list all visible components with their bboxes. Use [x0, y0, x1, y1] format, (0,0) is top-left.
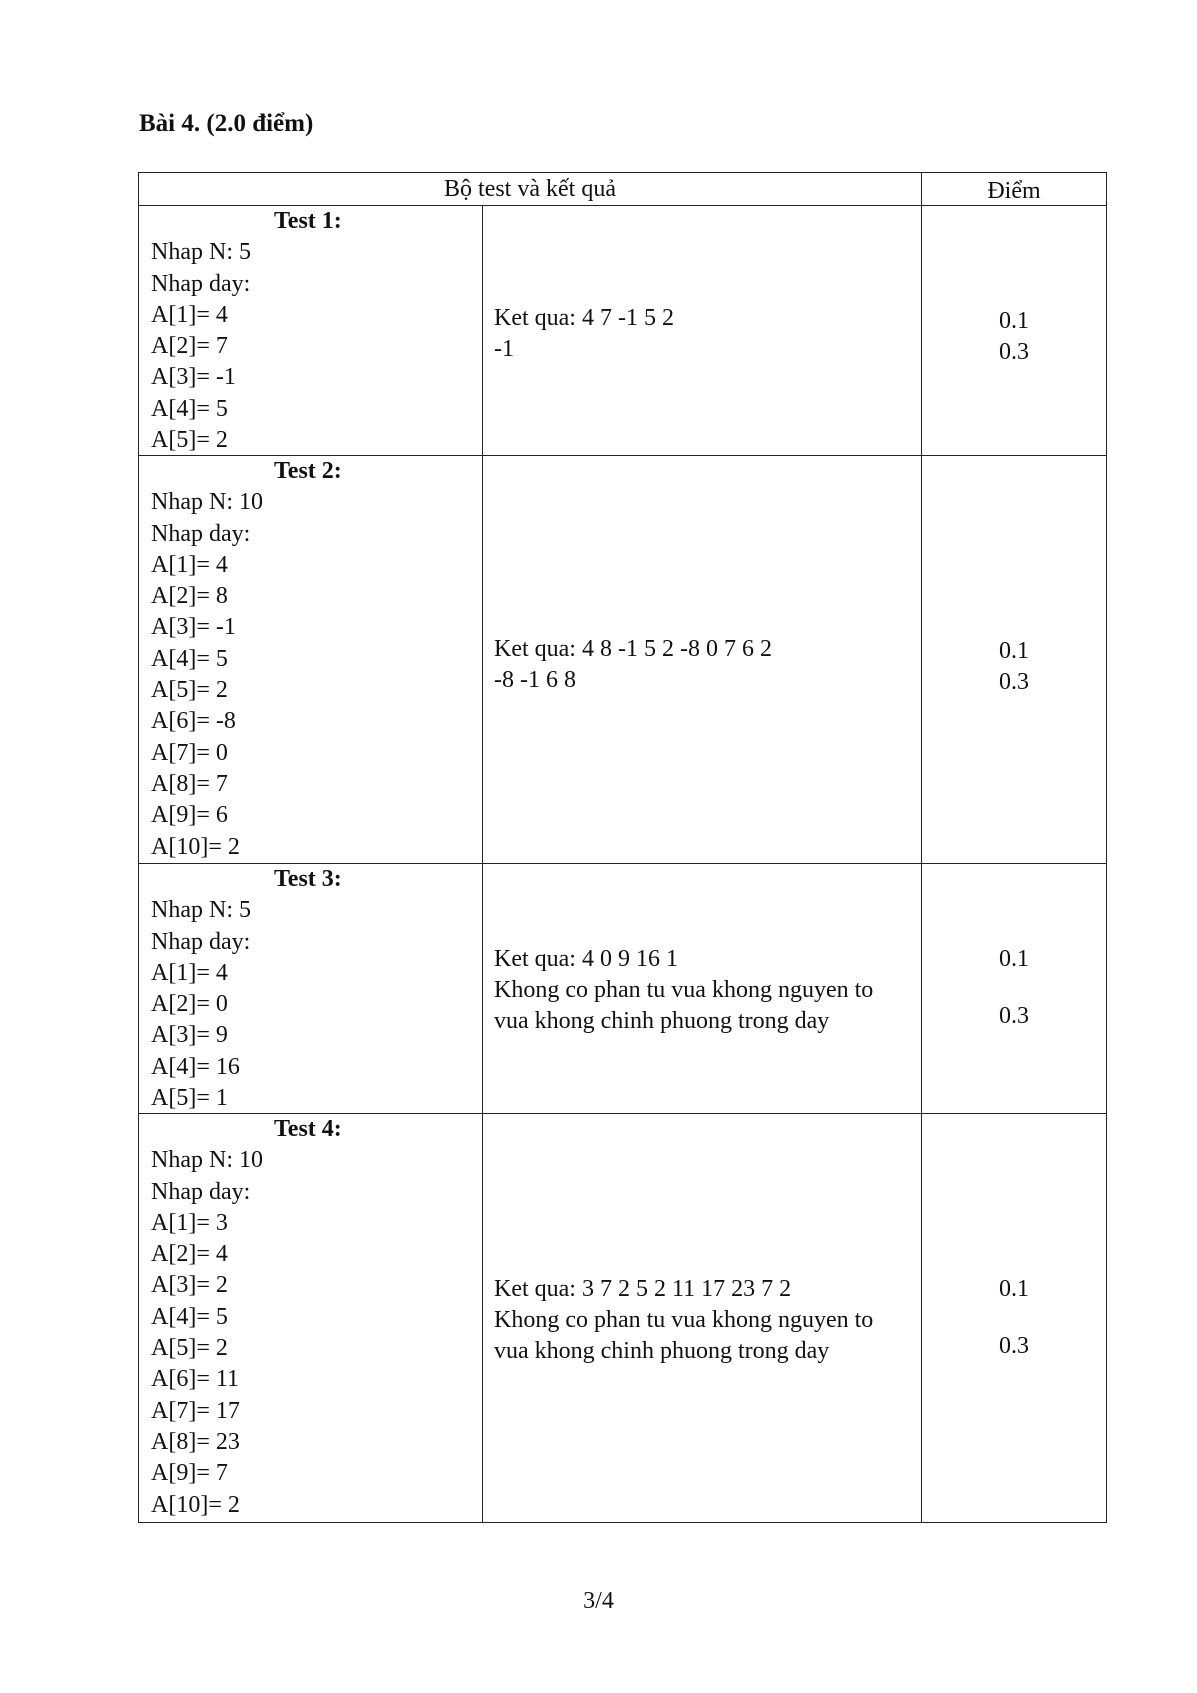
- test-input-line: Nhap day:: [151, 1178, 251, 1205]
- test-3-result-cell: [483, 864, 922, 1113]
- test-input-line: A[1]= 4: [151, 959, 228, 986]
- header-points: Điểm: [987, 178, 1041, 204]
- test-input-line: A[3]= 2: [151, 1272, 228, 1299]
- test-input-line: Nhap N: 5: [151, 897, 251, 924]
- test-input-line: A[5]= 2: [151, 1335, 228, 1362]
- test-input-line: A[3]= 9: [151, 1022, 228, 1049]
- table-row-test-3: [139, 864, 1106, 1114]
- points-value: 0.1: [999, 1276, 1029, 1302]
- test-input-line: A[1]= 4: [151, 301, 228, 328]
- table-row-test-4: [139, 1114, 1106, 1522]
- header-tests-results: Bộ test và kết quả: [139, 173, 922, 205]
- points-value: 0.1: [999, 638, 1029, 664]
- test-input-line: A[7]= 0: [151, 739, 228, 766]
- test-input-line: A[10]= 2: [151, 1491, 240, 1518]
- test-input-line: A[6]= 11: [151, 1366, 239, 1393]
- test-4-result-cell: [483, 1114, 922, 1522]
- test-1-input-cell: [139, 206, 483, 455]
- test-input-line: A[2]= 0: [151, 991, 228, 1018]
- test-3-title: Test 3:: [274, 866, 342, 892]
- test-input-line: A[2]= 7: [151, 333, 228, 360]
- test-results-table: [138, 172, 1107, 1523]
- test-4-points-cell: [922, 1114, 1106, 1522]
- points-value: 0.3: [999, 339, 1029, 365]
- test-2-result-cell: [483, 456, 922, 863]
- test-input-line: A[5]= 2: [151, 677, 228, 704]
- test-2-input-cell: [139, 456, 483, 863]
- points-value: 0.1: [999, 946, 1029, 972]
- table-row-test-1: [139, 206, 1106, 456]
- test-input-line: A[5]= 1: [151, 1085, 228, 1112]
- test-1-title: Test 1:: [274, 208, 342, 234]
- test-result-line: vua khong chinh phuong trong day: [494, 1008, 830, 1034]
- test-3-points-cell: [922, 864, 1106, 1113]
- test-4-input-cell: [139, 1114, 483, 1522]
- test-input-line: A[8]= 23: [151, 1428, 240, 1455]
- test-input-line: A[6]= -8: [151, 708, 236, 735]
- test-1-result-cell: [483, 206, 922, 455]
- test-result-line: Ket qua: 4 8 -1 5 2 -8 0 7 6 2: [494, 636, 772, 662]
- points-value: 0.3: [999, 669, 1029, 695]
- test-result-line: Ket qua: 4 7 -1 5 2: [494, 305, 674, 331]
- test-input-line: Nhap day:: [151, 520, 251, 547]
- test-input-line: A[3]= -1: [151, 364, 236, 391]
- test-result-line: Ket qua: 4 0 9 16 1: [494, 946, 678, 972]
- test-input-line: Nhap day:: [151, 928, 251, 955]
- test-input-line: A[2]= 4: [151, 1241, 228, 1268]
- test-result-line: Khong co phan tu vua khong nguyen to: [494, 977, 874, 1003]
- points-value: 0.3: [999, 1333, 1029, 1359]
- test-2-points-cell: [922, 456, 1106, 863]
- test-input-line: A[9]= 7: [151, 1460, 228, 1487]
- test-3-input-cell: [139, 864, 483, 1113]
- test-result-line: Khong co phan tu vua khong nguyen to: [494, 1307, 874, 1333]
- test-result-line: vua khong chinh phuong trong day: [494, 1338, 830, 1364]
- table-row-test-2: [139, 456, 1106, 864]
- page-number: 3/4: [583, 1588, 614, 1614]
- test-input-line: A[9]= 6: [151, 802, 228, 829]
- test-input-line: A[1]= 3: [151, 1209, 228, 1236]
- test-input-line: Nhap N: 10: [151, 489, 263, 516]
- test-input-line: A[4]= 5: [151, 395, 228, 422]
- points-value: 0.1: [999, 308, 1029, 334]
- points-value: 0.3: [999, 1003, 1029, 1029]
- test-input-line: A[7]= 17: [151, 1397, 240, 1424]
- test-2-title: Test 2:: [274, 458, 342, 484]
- test-input-line: A[1]= 4: [151, 551, 228, 578]
- test-input-line: Nhap N: 10: [151, 1147, 263, 1174]
- test-result-line: -8 -1 6 8: [494, 667, 576, 693]
- test-input-line: A[2]= 8: [151, 583, 228, 610]
- test-input-line: A[8]= 7: [151, 770, 228, 797]
- exercise-title: Bài 4. (2.0 điểm): [139, 110, 314, 137]
- test-input-line: Nhap day:: [151, 270, 251, 297]
- test-input-line: A[4]= 5: [151, 645, 228, 672]
- test-input-line: A[10]= 2: [151, 833, 240, 860]
- test-input-line: A[4]= 5: [151, 1303, 228, 1330]
- test-4-title: Test 4:: [274, 1116, 342, 1142]
- table-header-row: [139, 173, 1106, 206]
- test-result-line: Ket qua: 3 7 2 5 2 11 17 23 7 2: [494, 1276, 792, 1302]
- test-input-line: A[5]= 2: [151, 427, 228, 454]
- test-input-line: A[4]= 16: [151, 1053, 240, 1080]
- test-input-line: Nhap N: 5: [151, 239, 251, 266]
- test-input-line: A[3]= -1: [151, 614, 236, 641]
- test-1-points-cell: [922, 206, 1106, 455]
- test-result-line: -1: [494, 336, 514, 362]
